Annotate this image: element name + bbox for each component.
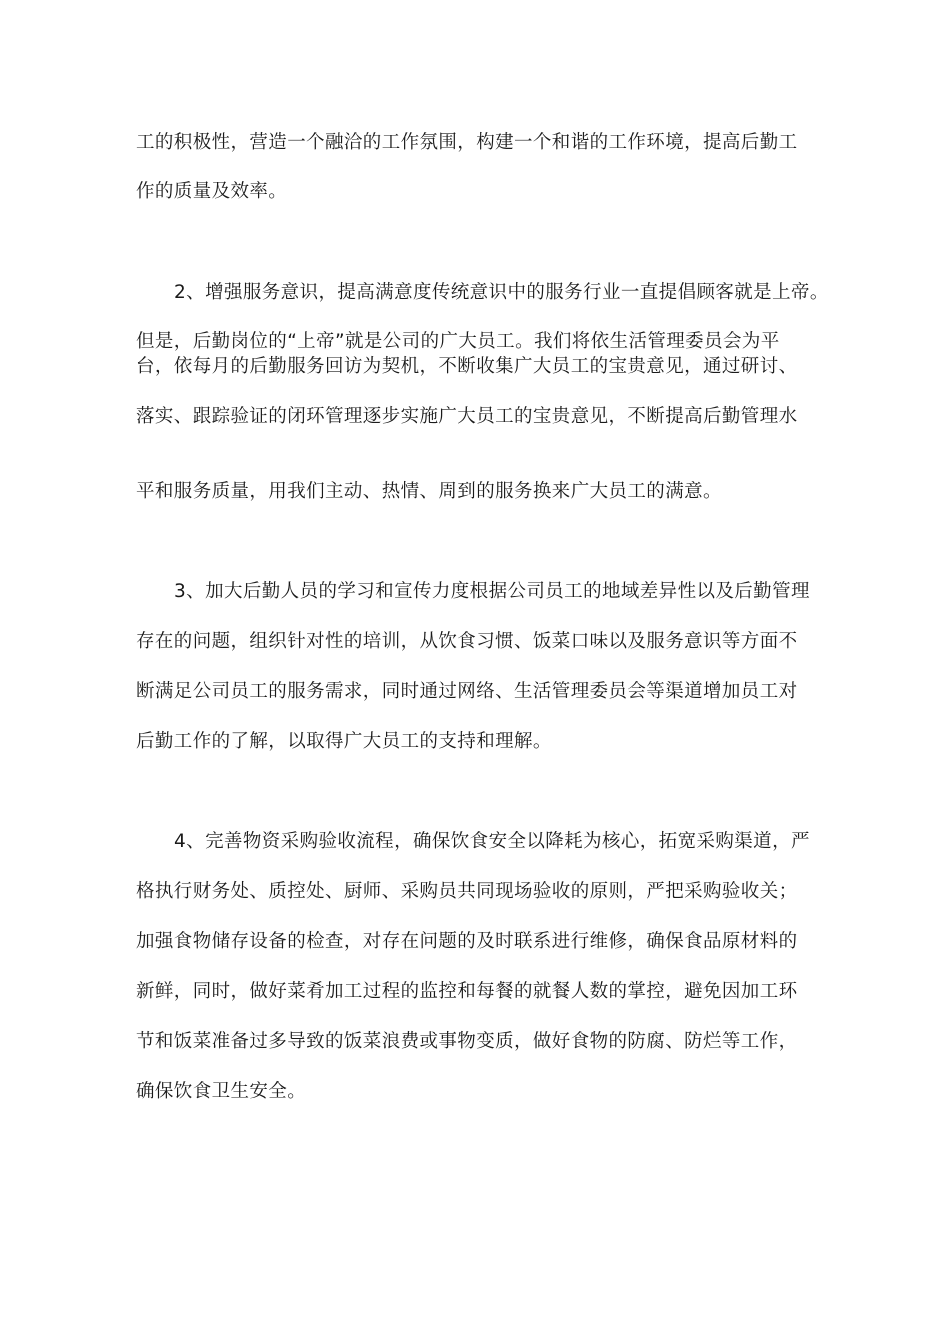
paragraph-2-line-4: 落实、跟踪验证的闭环管理逐步实施广大员工的宝贵意见，不断提高后勤管理水 [136,406,798,427]
paragraph-3-line-1: 3、加大后勤人员的学习和宣传力度根据公司员工的地域差异性以及后勤管理 [174,581,810,602]
paragraph-2-line-3: 台，依每月的后勤服务回访为契机，不断收集广大员工的宝贵意见，通过研讨、 [136,356,798,377]
paragraph-2-line-2: 但是，后勤岗位的“上帝”就是公司的广大员工。我们将依生活管理委员会为平 [136,331,780,352]
paragraph-4-line-3: 加强食物储存设备的检查，对存在问题的及时联系进行维修，确保食品原材料的 [136,931,798,952]
paragraph-1-line-2: 作的质量及效率。 [136,181,288,202]
paragraph-3-line-2: 存在的问题，组织针对性的培训，从饮食习惯、饭菜口味以及服务意识等方面不 [136,631,798,652]
paragraph-1-line-1: 工的积极性，营造一个融洽的工作氛围，构建一个和谐的工作环境，提高后勤工 [136,132,798,153]
paragraph-4-line-5: 节和饭菜准备过多导致的饭菜浪费或事物变质，做好食物的防腐、防烂等工作， [136,1031,798,1052]
paragraph-4-line-2: 格执行财务处、质控处、厨师、采购员共同现场验收的原则，严把采购验收关； [136,881,798,902]
paragraph-3-line-3: 断满足公司员工的服务需求，同时通过网络、生活管理委员会等渠道增加员工对 [136,681,798,702]
paragraph-4-line-4: 新鲜，同时，做好菜肴加工过程的监控和每餐的就餐人数的掌控，避免因加工环 [136,981,798,1002]
paragraph-2-line-5: 平和服务质量，用我们主动、热情、周到的服务换来广大员工的满意。 [136,481,722,502]
paragraph-4-line-1: 4、完善物资采购验收流程，确保饮食安全以降耗为核心，拓宽采购渠道，严 [174,831,810,852]
paragraph-3-line-4: 后勤工作的了解，以取得广大员工的支持和理解。 [136,731,552,752]
paragraph-2-line-1: 2、增强服务意识，提高满意度传统意识中的服务行业一直提倡顾客就是上帝。 [174,282,829,303]
paragraph-4-line-6: 确保饮食卫生安全。 [136,1081,307,1102]
